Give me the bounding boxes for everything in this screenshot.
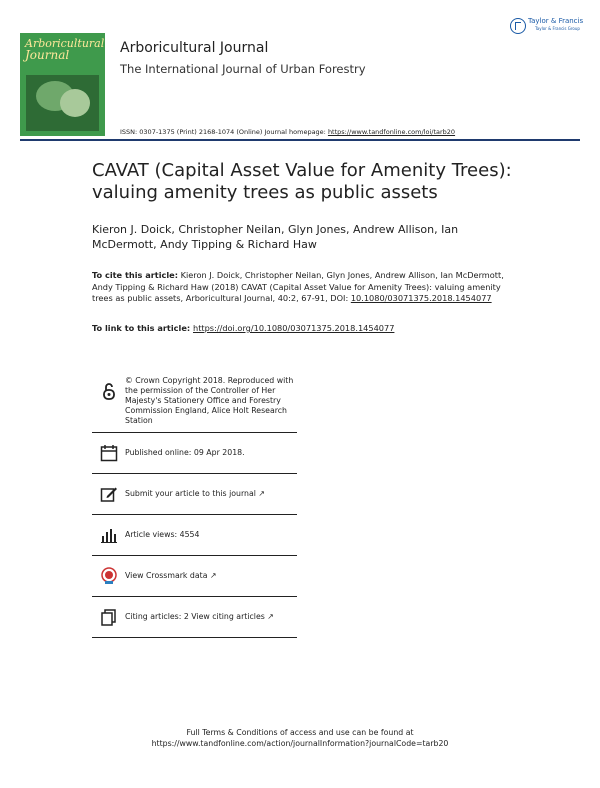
footer-terms-text: Full Terms & Conditions of access and use can be found at	[186, 728, 414, 737]
external-link-icon: ↗	[267, 612, 274, 621]
citation-doi-link[interactable]: 10.1080/03071375.2018.1454077	[350, 293, 492, 303]
citation-block	[92, 270, 512, 305]
citation-text: Kieron J. Doick, Christopher Neilan, Glyn Jones, Andrew Allison, Ian McDermott, Andy Tipping & Richard Haw (2018) CAVAT (Capital Asset Value for Amenity Trees): valuing amenity trees as public assets, Arboricultural Journal, 40:2, 67-91, DOI:	[92, 270, 504, 303]
edit-icon	[100, 485, 118, 503]
cover-photo	[26, 75, 99, 131]
crossmark-icon	[100, 567, 118, 585]
crossmark-link[interactable]	[125, 571, 217, 581]
submit-article-row[interactable]	[92, 474, 297, 515]
copyright-text: © Crown Copyright 2018. Reproduced with the permission of the Controller of Her Majesty's Stationery Office and Forestry Commission England, Alice Holt Research Station	[125, 376, 294, 425]
journal-cover-image	[20, 33, 105, 136]
journal-homepage-link[interactable]: https://www.tandfonline.com/loi/tarb20	[327, 128, 456, 136]
calendar-icon	[100, 444, 118, 462]
submit-article-link[interactable]	[125, 489, 265, 499]
open-access-icon	[100, 382, 118, 400]
cover-title-line1: Arboricultural	[25, 37, 105, 50]
external-link-icon: ↗	[258, 489, 265, 498]
link-label: To link to this article:	[92, 323, 193, 333]
citation-label: To cite this article:	[92, 270, 178, 280]
publisher-logo-icon	[510, 18, 526, 34]
crossmark-row[interactable]	[92, 556, 297, 597]
crossmark-label: View Crossmark data	[125, 571, 208, 580]
header-divider	[20, 139, 580, 141]
footer-terms-url[interactable]: https://www.tandfonline.com/action/journalInformation?journalCode=tarb20	[151, 739, 449, 748]
bar-chart-icon	[100, 526, 118, 544]
article-title: CAVAT (Capital Asset Value for Amenity Trees): valuing amenity trees as public assets	[92, 160, 512, 203]
article-doi-link[interactable]: https://doi.org/10.1080/03071375.2018.1454077	[193, 323, 395, 333]
article-link-line	[92, 323, 394, 333]
article-views-row	[92, 515, 297, 556]
published-date: Published online: 09 Apr 2018.	[125, 448, 245, 457]
footer	[0, 727, 600, 749]
article-views: Article views: 4554	[125, 530, 200, 539]
issn-line	[120, 128, 455, 136]
submit-article-label: Submit your article to this journal	[125, 489, 256, 498]
journal-subtitle: The International Journal of Urban Forestry	[120, 62, 366, 76]
publisher-logo-text: Taylor & Francis	[528, 17, 584, 25]
cover-title-line2: Journal	[25, 48, 70, 62]
citing-articles-label: Citing articles: 2 View citing articles	[125, 612, 265, 621]
article-authors: Kieron J. Doick, Christopher Neilan, Glyn Jones, Andrew Allison, Ian McDermott, Andy Tipping & Richard Haw	[92, 223, 459, 251]
external-link-icon: ↗	[209, 571, 217, 580]
issn-text: ISSN: 0307-1375 (Print) 2168-1074 (Online) Journal homepage:	[120, 128, 328, 136]
publisher-logo[interactable]	[510, 16, 584, 38]
article-info-list	[92, 369, 297, 638]
journal-title: Arboricultural Journal	[120, 40, 269, 56]
citing-articles-link[interactable]	[125, 612, 274, 622]
copyright-row	[92, 369, 297, 433]
citing-articles-icon	[100, 608, 118, 626]
publisher-logo-sub: Taylor & Francis Group	[535, 26, 580, 31]
citing-articles-row[interactable]	[92, 597, 297, 638]
published-row	[92, 433, 297, 474]
